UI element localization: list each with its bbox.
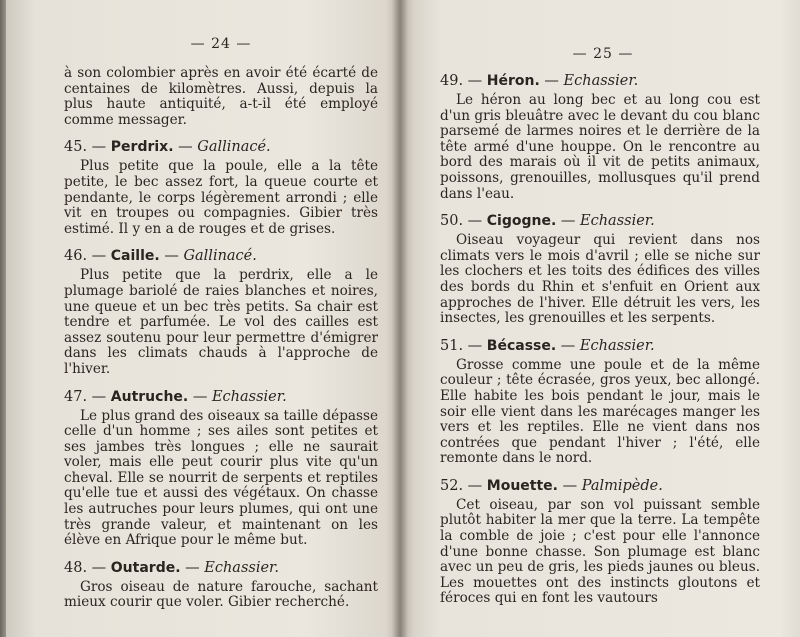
entry-51 [440, 337, 760, 467]
entry-text: Cet oiseau, par son vol puissant semble plutôt habiter la mer que la terre. La tempête la comble de joie ; c'est pour elle l'annonce d'une bonne chasse. Son plumage est blanc avec un peu de gris, les pieds jaunes ou bleus. Les mouettes ont des instincts gloutons et féroces qui en font les vautours [440, 496, 761, 607]
entry-number: 50. [440, 213, 464, 230]
page-number-right: — 25 — [572, 46, 634, 62]
entry-category: Echassier. [211, 388, 287, 405]
book-gutter [392, 0, 408, 637]
entry-heading: 50. — Cigogne. — Echassier. [440, 213, 655, 230]
entry-52 [440, 477, 760, 607]
entry-number: 52. [440, 477, 464, 494]
entry-name: Perdrix. [110, 139, 174, 156]
entry-name: Cigogne. [486, 213, 557, 230]
entry-46 [64, 247, 378, 377]
entry-name: Caille. [110, 248, 160, 265]
entry-text: Gros oiseau de nature farouche, sachant mieux courir que voler. Gibier recherché. [64, 578, 378, 611]
entry-text: Plus petite que la poule, elle a la tête petite, le bec assez fort, la queue courte et pendante, le corps légèrement arrondi ; elle vit en troupes ou compagnies. Gibier très estimé. Il y en a de rouges et de grises. [64, 158, 378, 237]
entry-heading: 47. — Autruche. — Echassier. [64, 388, 287, 405]
entry-category: Gallinacé. [197, 139, 271, 156]
entry-number: 51. [440, 337, 464, 354]
entry-text: Grosse comme une poule et de la même couleur ; tête écrasée, gros yeux, bec allongé. Elle habite les bois pendant le jour, mais le soir elle vient dans les marécages manger les vers et les reptiles. Elle ne vient dans nos contrées que pendant l'hiver ; l'été, elle remonte dans le nord. [440, 356, 760, 467]
entry-category: Echassier. [580, 213, 655, 230]
entry-category: Echassier. [579, 337, 655, 354]
entry-heading: 46. — Caille. — Gallinacé. [64, 248, 257, 265]
entry-47 [64, 388, 378, 549]
right-page [400, 0, 800, 637]
entry-number: 46. [64, 248, 88, 265]
entry-heading: 48. — Outarde. — Echassier. [64, 559, 279, 576]
entry-50 [440, 212, 760, 327]
entry-heading: 49. — Héron. — Echassier. [440, 73, 639, 89]
entry-number: 48. [64, 559, 88, 576]
entry-number: 47. [64, 388, 88, 405]
page-number-left: — 24 — [190, 36, 252, 52]
entry-category: Palmipède. [581, 477, 663, 494]
entry-name: Autruche. [110, 388, 189, 405]
entry-name: Mouette. [486, 477, 558, 494]
entry-number: 49. [440, 73, 464, 89]
entry-48 [64, 559, 378, 611]
entry-text: Le héron au long bec et au long cou est d'un gris bleuâtre avec le devant du cou blanc parsemé de larmes noires et le derrière de la tête armé d'une houppe. On le rencontre au bord des marais où il vit de petits animaux, poissons, grenouilles, mollusques qu'il prend dans l'eau. [440, 92, 760, 202]
entry-heading: 52. — Mouette. — Palmipède. [440, 477, 663, 494]
entry-45 [64, 138, 378, 237]
entry-text: Plus petite que la perdrix, elle a le plumage bariolé de raies blanches et noires, une queue et un bec très petits. Sa chair est tendre et parfumée. Le vol des cailles est assez soutenu pour leur permettre d'émigrer dans les climats chauds à l'approche de l'hiver. [64, 267, 378, 377]
entry-category: Gallinacé. [183, 248, 257, 265]
entry-heading: 51. — Bécasse. — Echassier. [440, 337, 655, 354]
entry-text: Oiseau voyageur qui revient dans nos climats vers le mois d'avril ; elle se niche sur les clochers et les toits des édifices des villes des bords du Rhin et s'enfuit en Orient aux approches de l'hiver. Elle détruit les vers, les insectes, les grenouilles et les serpents. [440, 232, 760, 327]
entry-category: Echassier. [563, 73, 639, 89]
entry-49 [440, 72, 760, 202]
entry-category: Echassier. [204, 559, 279, 576]
entry-heading: 45. — Perdrix. — Gallinacé. [64, 139, 271, 156]
entry-name: Bécasse. [486, 337, 557, 354]
entry-name: Héron. [486, 73, 540, 89]
left-page [6, 0, 400, 637]
continuation-text: à son colombier après en avoir été écarté de centaines de kilomètres. Aussi, depuis la plus haute antiquité, a-t-il été employé comme messager. [64, 65, 378, 128]
entry-name: Outarde. [110, 559, 181, 576]
entry-number: 45. [64, 139, 88, 156]
entry-text: Le plus grand des oiseaux sa taille dépasse celle d'un homme ; ses ailes sont petites et ses jambes très longues ; elle ne saurait voler, mais elle peut courir plus vite qu'un cheval. Elle se nourrit de serpents et reptiles qu'elle tue et aussi des végétaux. On chasse les autruches pour leurs plumes, qui ont une très grande valeur, et maintenant on les élève en Afrique pour le même but. [64, 407, 378, 549]
